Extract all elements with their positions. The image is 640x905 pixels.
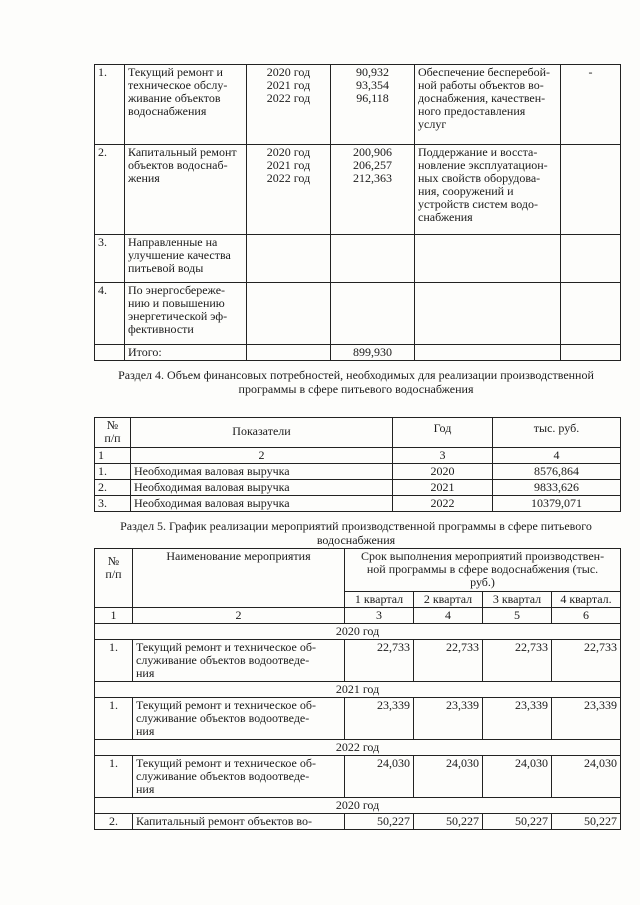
measure-values xyxy=(331,283,415,345)
measure-extra: - xyxy=(561,65,621,145)
measure-values xyxy=(331,235,415,283)
quarter-value: 23,339 xyxy=(345,698,414,740)
schedule-table xyxy=(94,548,621,830)
table-row xyxy=(95,814,621,830)
section-5-title: Раздел 5. График реализации мероприятий производственной программы в сфере питьевого водоснабжения xyxy=(120,519,592,547)
quarter-value: 24,030 xyxy=(483,756,552,798)
index-cell: 4 xyxy=(414,608,483,624)
total-label: Итого: xyxy=(125,345,247,361)
quarter-header: 3 квартал xyxy=(483,592,552,608)
quarter-value: 23,339 xyxy=(414,698,483,740)
section-4-title: Раздел 4. Объем финансовых потребностей, необходимых для реализации производственной программы в сфере питьевого водоснабжения xyxy=(118,368,594,396)
index-cell: 6 xyxy=(552,608,621,624)
measure-extra xyxy=(561,283,621,345)
quarter-value: 24,030 xyxy=(552,756,621,798)
table-row xyxy=(95,464,621,480)
total-years-cell xyxy=(247,345,331,361)
total-extra-cell xyxy=(561,345,621,361)
quarter-value: 22,733 xyxy=(552,640,621,682)
index-cell: 2 xyxy=(131,448,393,464)
quarter-value: 50,227 xyxy=(345,814,414,830)
col-header-amount: тыс. руб. xyxy=(493,418,621,448)
measure-result: Поддержание и восста- новление эксплуатацион- ных свойств оборудова- ния, сооружений и устройств систем водо- снабжения xyxy=(415,145,561,235)
year-label: 2020 год xyxy=(95,624,621,640)
quarter-value: 50,227 xyxy=(414,814,483,830)
measure-result xyxy=(415,235,561,283)
measure-name: Текущий ремонт и техническое об- служивание объектов водоотведе- ния xyxy=(133,698,345,740)
table-row xyxy=(95,480,621,496)
quarter-header: 4 квартал. xyxy=(552,592,621,608)
measures-table xyxy=(94,64,621,361)
row-number: 3. xyxy=(95,496,131,512)
measure-name: Текущий ремонт и техническое об- служивание объектов водоотведе- ния xyxy=(133,756,345,798)
index-cell: 2 xyxy=(133,608,345,624)
row-number: 2. xyxy=(95,814,133,830)
measure-name: Текущий ремонт и техническое об- служивание объектов водоотведе- ния xyxy=(133,640,345,682)
measure-extra xyxy=(561,235,621,283)
table-row xyxy=(95,756,621,798)
col-header-period: Срок выполнения мероприятий производствен- ной программы в сфере водоснабжения (тыс. руб.) xyxy=(345,549,621,592)
header-row xyxy=(95,549,621,592)
quarter-value: 22,733 xyxy=(483,640,552,682)
row-number: 3. xyxy=(95,235,125,283)
measure-years: 2020 год 2021 год 2022 год xyxy=(247,145,331,235)
col-header-num: № п/п xyxy=(95,418,131,448)
table-row xyxy=(95,145,621,235)
table-row xyxy=(95,65,621,145)
measure-extra xyxy=(561,145,621,235)
row-number: 2. xyxy=(95,480,131,496)
index-cell: 1 xyxy=(95,448,131,464)
quarter-value: 22,733 xyxy=(414,640,483,682)
index-row xyxy=(95,608,621,624)
index-row xyxy=(95,448,621,464)
indicator-name: Необходимая валовая выручка xyxy=(131,496,393,512)
quarter-header: 2 квартал xyxy=(414,592,483,608)
table-row xyxy=(95,640,621,682)
measure-name: По энергосбереже- нию и повышению энергетической эф- фективности xyxy=(125,283,247,345)
table-row xyxy=(95,496,621,512)
indicator-name: Необходимая валовая выручка xyxy=(131,480,393,496)
index-cell: 4 xyxy=(493,448,621,464)
quarter-value: 50,227 xyxy=(552,814,621,830)
index-cell: 3 xyxy=(345,608,414,624)
indicator-name: Необходимая валовая выручка xyxy=(131,464,393,480)
total-result-cell xyxy=(415,345,561,361)
indicator-year: 2022 xyxy=(393,496,493,512)
row-number: 1. xyxy=(95,698,133,740)
row-number: 2. xyxy=(95,145,125,235)
year-row xyxy=(95,798,621,814)
quarter-value: 50,227 xyxy=(483,814,552,830)
header-row xyxy=(95,418,621,448)
table-row xyxy=(95,283,621,345)
row-number: 1. xyxy=(95,640,133,682)
indicator-year: 2020 xyxy=(393,464,493,480)
measure-name: Направленные на улучшение качества питьевой воды xyxy=(125,235,247,283)
measure-values: 90,932 93,354 96,118 xyxy=(331,65,415,145)
row-number: 1. xyxy=(95,65,125,145)
measure-values: 200,906 206,257 212,363 xyxy=(331,145,415,235)
table-row xyxy=(95,698,621,740)
total-row xyxy=(95,345,621,361)
quarter-value: 24,030 xyxy=(414,756,483,798)
quarter-value: 23,339 xyxy=(552,698,621,740)
measure-years xyxy=(247,283,331,345)
col-header-year: Год xyxy=(393,418,493,448)
indicator-amount: 10379,071 xyxy=(493,496,621,512)
year-row xyxy=(95,682,621,698)
quarter-value: 22,733 xyxy=(345,640,414,682)
measure-result xyxy=(415,283,561,345)
total-num-cell xyxy=(95,345,125,361)
quarter-value: 23,339 xyxy=(483,698,552,740)
col-header-num: № п/п xyxy=(95,549,133,608)
year-row xyxy=(95,740,621,756)
year-label: 2021 год xyxy=(95,682,621,698)
index-cell: 5 xyxy=(483,608,552,624)
financial-needs-table xyxy=(94,417,621,512)
measure-years xyxy=(247,235,331,283)
measure-name: Текущий ремонт и техническое обслу- живание объектов водоснабжения xyxy=(125,65,247,145)
measure-name: Капитальный ремонт объектов во- xyxy=(133,814,345,830)
col-header-name: Наименование мероприятия xyxy=(133,549,345,608)
index-cell: 3 xyxy=(393,448,493,464)
year-row xyxy=(95,624,621,640)
quarter-value: 24,030 xyxy=(345,756,414,798)
indicator-amount: 8576,864 xyxy=(493,464,621,480)
year-label: 2022 год xyxy=(95,740,621,756)
measure-name: Капитальный ремонт объектов водоснаб- жения xyxy=(125,145,247,235)
col-header-indicator: Показатели xyxy=(131,418,393,448)
year-label: 2020 год xyxy=(95,798,621,814)
measure-years: 2020 год 2021 год 2022 год xyxy=(247,65,331,145)
indicator-amount: 9833,626 xyxy=(493,480,621,496)
row-number: 4. xyxy=(95,283,125,345)
measure-result: Обеспечение бесперебой- ной работы объектов во- доснабжения, качествен- ного предоставления услуг xyxy=(415,65,561,145)
table-row xyxy=(95,235,621,283)
total-value: 899,930 xyxy=(331,345,415,361)
index-cell: 1 xyxy=(95,608,133,624)
quarter-header: 1 квартал xyxy=(345,592,414,608)
row-number: 1. xyxy=(95,756,133,798)
row-number: 1. xyxy=(95,464,131,480)
indicator-year: 2021 xyxy=(393,480,493,496)
